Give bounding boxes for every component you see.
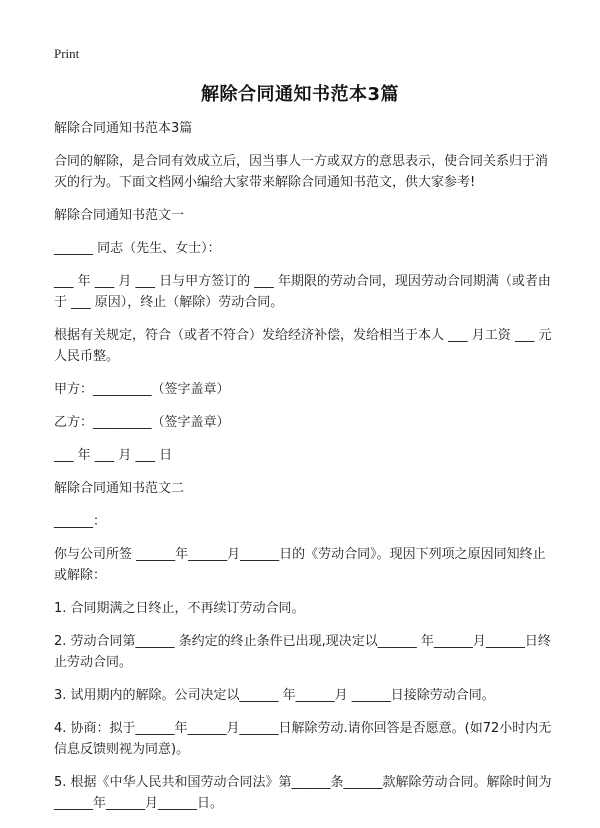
list-item: 5. 根据《中华人民共和国劳动合同法》第______条______款解除劳动合同。解除时间为 ______年______月______日。: [54, 775, 556, 811]
document-body: [54, 118, 554, 826]
section-heading-1: 解除合同通知书范文一: [54, 208, 185, 223]
intro-paragraph: 合同的解除，是合同有效成立后，因当事人一方或双方的意思表示，使合同关系归于消灭的行为。下面文档网小编给大家带来解除合同通知书范文，供大家参考!: [54, 154, 549, 190]
body-paragraph: ___ 年 ___ 月 ___ 日与甲方签订的 ___ 年期限的劳动合同，现因劳动合同期满（或者由于 ___ 原因），终止（解除）劳动合同。: [54, 274, 551, 310]
body-paragraph: 根据有关规定，符合（或者不符合）发给经济补偿，发给相当于本人 ___ 月工资 ___ 元人民币整。: [54, 328, 552, 364]
body-paragraph: 你与公司所签 ______年______月______日的《劳动合同》。现因下列项之原因同知终止或解除：: [54, 547, 546, 583]
salutation-1: ______ 同志（先生、女士）：: [54, 241, 221, 256]
list-item: 3. 试用期内的解除。公司决定以______ 年______月 ______日接除劳动合同。: [54, 688, 495, 703]
subtitle: 解除合同通知书范本3篇: [54, 121, 193, 136]
list-item: 1. 合同期满之日终止，不再续订劳动合同。: [54, 601, 305, 616]
print-link[interactable]: Print: [54, 46, 80, 61]
section-heading-2: 解除合同通知书范文二: [54, 481, 185, 496]
date-line: ___ 年 ___ 月 ___ 日: [54, 448, 173, 463]
list-item: 2. 劳动合同第______ 条约定的终止条件已出现,现决定以______ 年______月______日终止劳动合同。: [54, 634, 551, 670]
salutation-2: ______：: [54, 514, 107, 529]
party-b-signature: 乙方：_________（签字盖章）: [54, 415, 230, 430]
party-a-signature: 甲方：_________（签字盖章）: [54, 382, 230, 397]
page-title: 解除合同通知书范本3篇: [200, 84, 400, 105]
list-item: 4. 协商：拟于______年______月______日解除劳动.请你回答是否愿意。(如72小时内无信息反馈则视为同意)。: [54, 721, 552, 757]
